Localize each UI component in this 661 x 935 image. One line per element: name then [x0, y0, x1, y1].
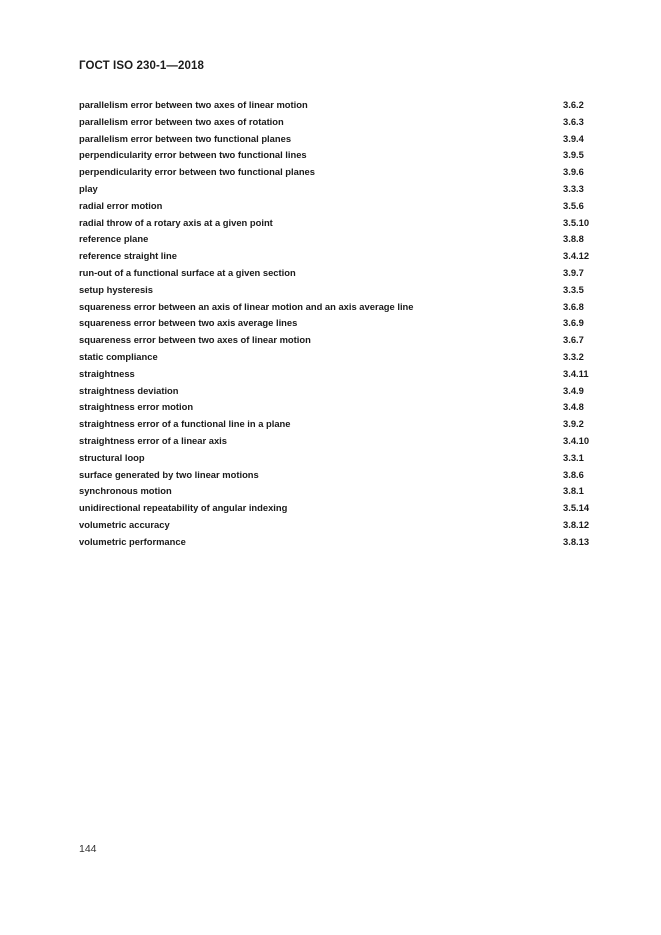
- index-entry: [79, 451, 599, 468]
- index-reference: 3.6.3: [563, 115, 584, 127]
- index-entry: [79, 249, 599, 266]
- index-term: structural loop: [79, 451, 145, 463]
- index-entry: [79, 148, 599, 165]
- document-header: ГОСТ ISO 230-1—2018: [79, 60, 204, 72]
- index-reference: 3.4.10: [563, 434, 590, 446]
- index-entry: [79, 535, 599, 552]
- index-reference: 3.4.12: [563, 250, 590, 262]
- index-entry: [79, 468, 599, 485]
- index-entry: [79, 384, 599, 401]
- index-entry: [79, 199, 599, 216]
- index-term: squareness error between two axis average lines: [79, 317, 298, 329]
- index-reference: 3.9.4: [563, 132, 584, 144]
- index-reference: 3.5.14: [563, 502, 590, 514]
- index-reference: 3.6.2: [563, 99, 584, 110]
- index-term: squareness error between an axis of linear motion and an axis average line: [79, 300, 414, 312]
- index-entry: [79, 333, 599, 350]
- index-term: surface generated by two linear motions: [79, 468, 259, 480]
- index-entry: [79, 266, 599, 283]
- index-entry: [79, 165, 599, 182]
- index-entry: [79, 132, 599, 149]
- index-term: volumetric performance: [79, 535, 186, 547]
- index-term: perpendicularity error between two functional lines: [79, 149, 307, 161]
- index-term: setup hysteresis: [79, 283, 153, 295]
- index-entry: [79, 417, 599, 434]
- index-term: parallelism error between two axes of linear motion: [79, 99, 308, 110]
- index-term: straightness deviation: [79, 384, 179, 396]
- index-term: reference straight line: [79, 250, 177, 262]
- index-term: squareness error between two axes of linear motion: [79, 334, 311, 346]
- index-term: play: [79, 182, 98, 194]
- index-reference: 3.6.8: [563, 300, 584, 312]
- index-reference: 3.9.7: [563, 266, 584, 278]
- index-entry: [79, 434, 599, 451]
- index-reference: 3.9.2: [563, 418, 584, 430]
- index-term: reference plane: [79, 233, 149, 245]
- index-reference: 3.6.9: [563, 317, 584, 329]
- index-reference: 3.8.8: [563, 233, 584, 245]
- index-entry: [79, 316, 599, 333]
- index-entry: [79, 98, 599, 115]
- index-reference: 3.9.5: [563, 149, 584, 161]
- page-number: 144: [79, 843, 97, 855]
- index-term: straightness error of a functional line in a plane: [79, 418, 291, 430]
- index-reference: 3.8.6: [563, 468, 584, 480]
- index-reference: 3.8.1: [563, 485, 584, 497]
- index-term: volumetric accuracy: [79, 518, 170, 530]
- index-entry: [79, 283, 599, 300]
- index-term: straightness: [79, 367, 135, 379]
- index-term: straightness error motion: [79, 401, 194, 413]
- index-entry: [79, 232, 599, 249]
- index-reference: 3.5.10: [563, 216, 590, 228]
- index-reference: 3.6.7: [563, 334, 584, 346]
- index-reference: 3.3.5: [563, 283, 584, 295]
- index-entry: [79, 484, 599, 501]
- index-term: radial error motion: [79, 199, 163, 211]
- index-term: run-out of a functional surface at a given section: [79, 266, 296, 278]
- index-term: radial throw of a rotary axis at a given point: [79, 216, 273, 228]
- index-reference: 3.9.6: [563, 166, 584, 178]
- index-reference: 3.4.8: [563, 401, 584, 413]
- index-entry: [79, 501, 599, 518]
- index-reference: 3.4.9: [563, 384, 584, 396]
- index-reference: 3.3.2: [563, 350, 584, 362]
- index-term: unidirectional repeatability of angular indexing: [79, 502, 288, 514]
- index-entry: [79, 216, 599, 233]
- index-reference: 3.4.11: [563, 367, 589, 379]
- index-term: perpendicularity error between two functional planes: [79, 166, 315, 178]
- index-term: parallelism error between two axes of rotation: [79, 115, 284, 127]
- index-entry: [79, 367, 599, 384]
- index-term: synchronous motion: [79, 485, 172, 497]
- index-reference: 3.5.6: [563, 199, 584, 211]
- term-index-list: [79, 98, 599, 552]
- index-entry: [79, 115, 599, 132]
- index-term: straightness error of a linear axis: [79, 434, 227, 446]
- index-entry: [79, 400, 599, 417]
- index-entry: [79, 518, 599, 535]
- index-term: parallelism error between two functional planes: [79, 132, 292, 144]
- index-entry: [79, 182, 599, 199]
- index-entry: [79, 350, 599, 367]
- index-reference: 3.3.1: [563, 451, 584, 463]
- index-reference: 3.3.3: [563, 182, 584, 194]
- index-reference: 3.8.13: [563, 535, 590, 547]
- index-entry: [79, 300, 599, 317]
- index-reference: 3.8.12: [563, 518, 590, 530]
- index-term: static compliance: [79, 350, 158, 362]
